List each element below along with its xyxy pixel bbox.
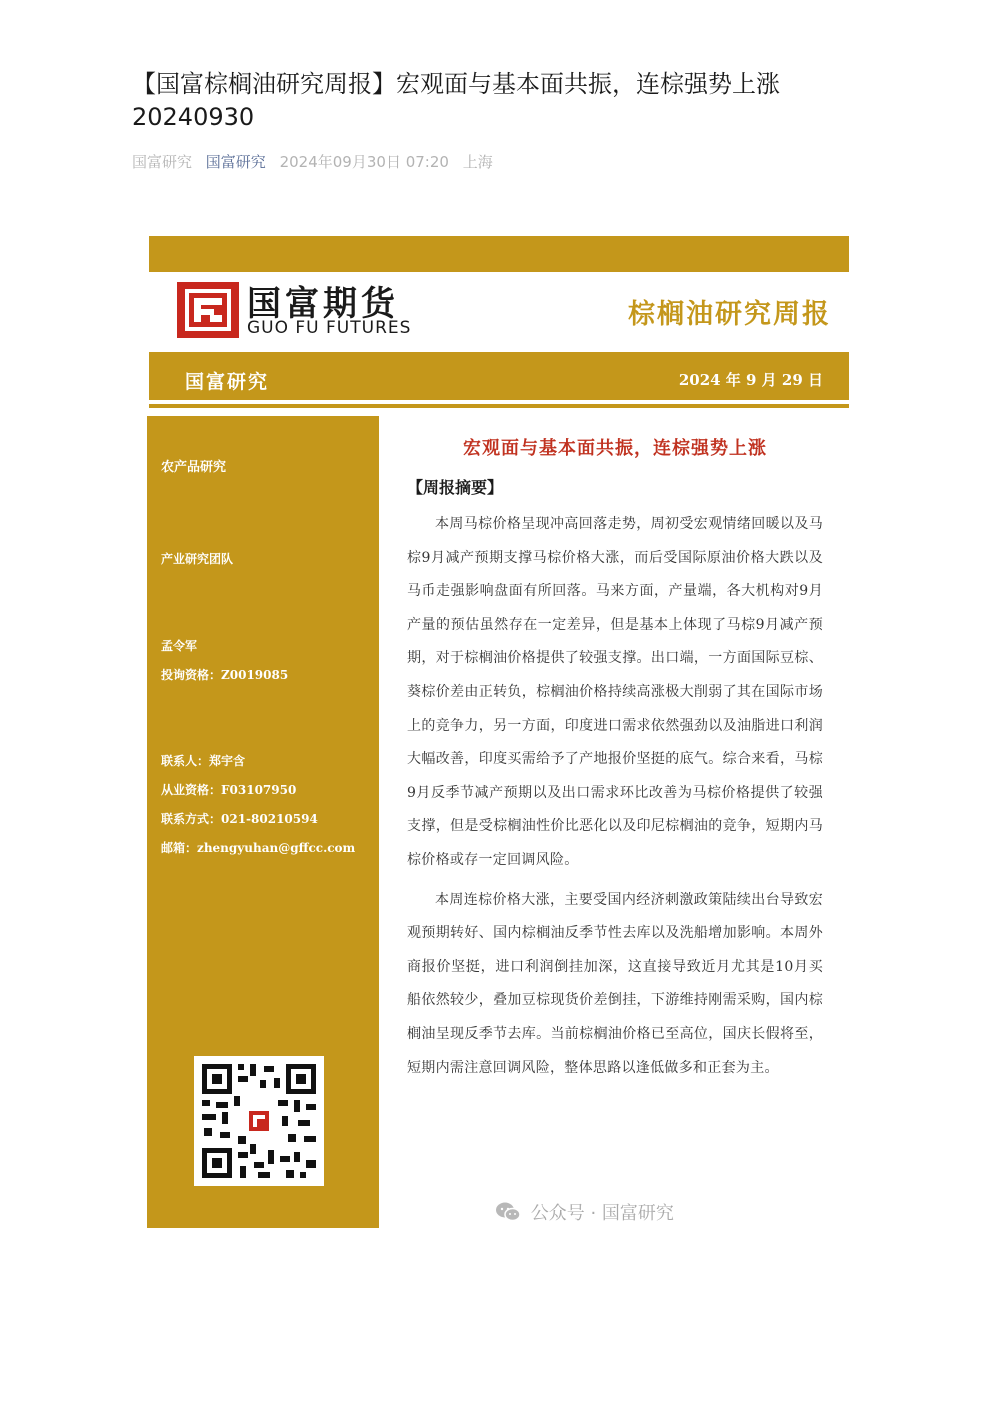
summary-label: 【周报摘要】 (407, 478, 504, 497)
report-date: 2024 年 9 月 29 日 (678, 371, 823, 389)
contact-phone: 联系方式：021-80210594 (161, 812, 318, 826)
contact-email: 邮箱：zhengyuhan@gffcc.com (161, 841, 356, 855)
contact-qualification: 从业资格：F03107950 (161, 783, 297, 797)
wechat-watermark (495, 1199, 674, 1228)
meta-location: 上海 (462, 153, 493, 171)
research-label: 国富研究 (185, 371, 270, 393)
article-meta (132, 151, 502, 172)
summary-paragraph: 本周马棕价格呈现冲高回落走势，周初受宏观情绪回暖以及马棕9月减产预期支撑马棕价格大涨，而后受国际原油价格大跌以及马币走强影响盘面有所回落。马来方面，产量端，各大机构对9月产量的预估虽然存在一定差异，但是基本上体现了马棕9月减产预期，对于棕榈油价格提供了较强支撑。出口端，一方面国际豆棕、葵棕价差由正转负，棕榈油价格持续高涨极大削弱了其在国际市场上的竞争力，另一方面，印度进口需求依然强劲以及油脂进口利润大幅改善，印度买需给予了产地报价坚挺的底气。综合来看，马棕9月反季节减产预期以及出口需求环比改善为马棕价格提供了较强支撑，但是受棕榈油性价比恶化以及印尼棕榈油的竞争，短期内马棕价格或存一定回调风险。 (407, 516, 823, 868)
report-type: 棕榈油研究周报 (628, 299, 831, 330)
guofu-logo-icon (177, 282, 239, 338)
report-image (147, 236, 849, 1231)
contact-name: 联系人：郑宇含 (161, 754, 246, 768)
watermark-text: 公众号 · 国富研究 (530, 1203, 674, 1224)
report-content (407, 436, 823, 1091)
sidebar-team: 产业研究团队 (161, 552, 234, 566)
sidebar (147, 416, 379, 1228)
gold-divider (149, 404, 849, 408)
qr-code-icon (194, 1056, 324, 1186)
report-headline: 宏观面与基本面共振，连棕强势上涨 (463, 438, 767, 459)
meta-account-link[interactable]: 国富研究 (205, 153, 266, 171)
top-gold-band (149, 236, 849, 272)
article-title: 【国富棕榈油研究周报】宏观面与基本面共振，连棕强势上涨20240930 (132, 70, 780, 131)
wechat-icon (495, 1201, 521, 1228)
analyst-name: 孟令军 (161, 639, 198, 653)
meta-datetime: 2024年09月30日 07:20 (279, 153, 449, 171)
logo-english-name: GUO FU FUTURES (247, 318, 412, 338)
meta-source: 国富研究 (132, 153, 193, 171)
summary-paragraph: 本周连棕价格大涨，主要受国内经济刺激政策陆续出台导致宏观预期转好、国内棕榈油反季节性去库以及洗船增加影响。本周外商报价坚挺，进口利润倒挂加深，这直接导致近月尤其是10月买船依然较少，叠加豆棕现货价差倒挂，下游维持刚需采购，国内棕榈油呈现反季节去库。当前棕榈油价格已至高位，国庆长假将至，短期内需注意回调风险，整体思路以逢低做多和正套为主。 (407, 891, 823, 1076)
logo-chinese-name: 国富期货 (247, 284, 399, 324)
sidebar-category: 农产品研究 (161, 460, 227, 475)
analyst-qualification: 投询资格：Z0019085 (161, 668, 289, 682)
